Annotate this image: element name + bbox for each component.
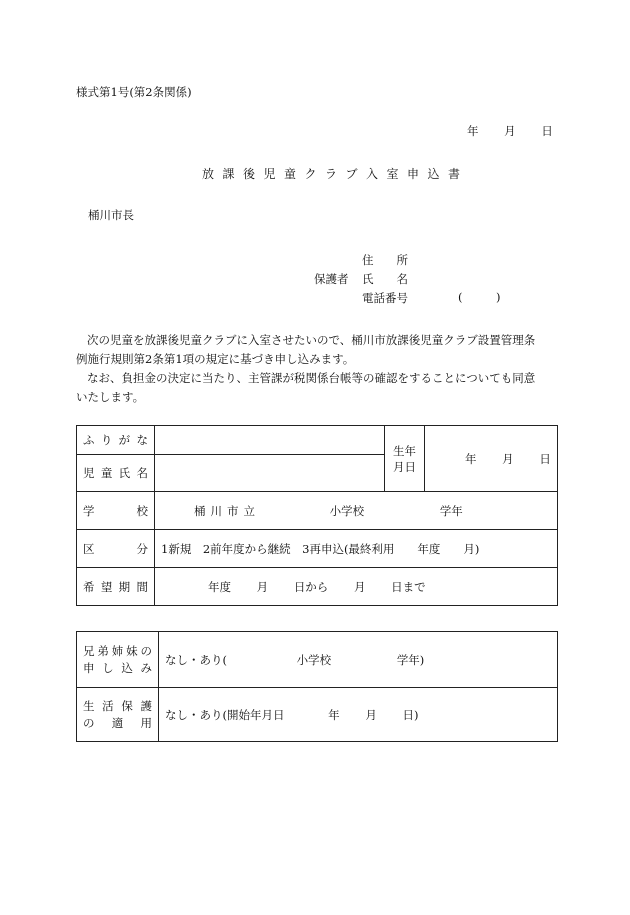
paragraph1-line1: 次の児童を放課後児童クラブに入室させたいので、桶川市放課後児童クラブ設置管理条 bbox=[87, 333, 536, 347]
child-name-label: 児童氏名 bbox=[77, 455, 155, 492]
sibling-value: なし・あり( bbox=[165, 652, 227, 667]
paragraph2-line1: なお、負担金の決定に当たり、主管課が税関係台帳等の確認をすることについても同意 bbox=[87, 371, 536, 385]
furigana-label: ふりがな bbox=[77, 426, 155, 455]
sibling-elem: 小学校 bbox=[296, 652, 332, 667]
addressee: 桶川市長 bbox=[88, 208, 134, 222]
category-label: 区分 bbox=[77, 530, 155, 568]
sibling-label-line2: 申し込み bbox=[83, 660, 152, 675]
welfare-value: なし・あり(開始年月日 bbox=[165, 707, 285, 722]
welfare-day: 日) bbox=[402, 707, 419, 722]
paragraph2-line2: いたします。 bbox=[76, 390, 145, 404]
period-fiscal: 年度 bbox=[208, 579, 231, 594]
period-month-to: 月 bbox=[353, 579, 366, 594]
applicant-phone-label: 電話番号 bbox=[362, 291, 408, 305]
date-year: 年 bbox=[467, 124, 479, 138]
school-field[interactable] bbox=[155, 492, 558, 530]
birth-label-line2: 月日 bbox=[393, 459, 416, 474]
applicant-address-label: 住 所 bbox=[362, 253, 408, 267]
birth-label bbox=[385, 426, 425, 492]
school-elem: 小学校 bbox=[329, 503, 365, 518]
category-options[interactable]: 1新規 2前年度から継続 3再申込(最終利用 年度 月) bbox=[155, 530, 558, 568]
birth-year: 年 bbox=[465, 451, 477, 466]
welfare-year: 年 bbox=[328, 707, 340, 722]
sibling-label bbox=[77, 632, 159, 688]
period-day-to: 日まで bbox=[391, 579, 426, 594]
body-paragraph-1 bbox=[76, 331, 558, 369]
school-label: 学校 bbox=[77, 492, 155, 530]
birth-date-field[interactable] bbox=[425, 426, 558, 492]
school-grade: 学年 bbox=[439, 503, 463, 518]
child-info-table bbox=[76, 425, 558, 606]
body-paragraph-2 bbox=[76, 369, 558, 407]
applicant-name-label: 氏 名 bbox=[362, 272, 408, 286]
date-line bbox=[467, 123, 553, 139]
welfare-label-line2: の適用 bbox=[83, 715, 152, 730]
period-label: 希望期間 bbox=[77, 568, 155, 606]
period-day-from: 日から bbox=[293, 579, 329, 594]
child-name-field[interactable] bbox=[155, 455, 385, 492]
document-title: 放課後児童クラブ入室申込書 bbox=[202, 167, 469, 181]
welfare-month: 月 bbox=[365, 707, 377, 722]
applicant-group-label: 保護者 bbox=[314, 272, 349, 286]
date-day: 日 bbox=[541, 124, 553, 138]
supplementary-table bbox=[76, 631, 558, 742]
date-month: 月 bbox=[504, 124, 516, 138]
birth-day: 日 bbox=[539, 451, 551, 466]
sibling-field[interactable] bbox=[159, 632, 558, 688]
birth-month: 月 bbox=[502, 451, 514, 466]
sibling-label-line1: 兄弟姉妹の bbox=[83, 643, 152, 658]
paragraph1-line2: 例施行規則第2条第1項の規定に基づき申し込みます。 bbox=[76, 352, 355, 366]
welfare-field[interactable] bbox=[159, 688, 558, 742]
birth-label-line1: 生年 bbox=[393, 443, 416, 458]
phone-paren-open: ( bbox=[458, 290, 463, 304]
form-number: 様式第1号(第2条関係) bbox=[76, 85, 192, 99]
welfare-label bbox=[77, 688, 159, 742]
school-city: 桶川市立 bbox=[194, 503, 260, 518]
phone-paren-close: ) bbox=[496, 290, 501, 304]
welfare-label-line1: 生活保護 bbox=[83, 698, 152, 713]
period-field[interactable] bbox=[155, 568, 558, 606]
sibling-grade: 学年) bbox=[396, 652, 425, 667]
furigana-field[interactable] bbox=[155, 426, 385, 455]
period-month-from: 月 bbox=[256, 579, 269, 594]
